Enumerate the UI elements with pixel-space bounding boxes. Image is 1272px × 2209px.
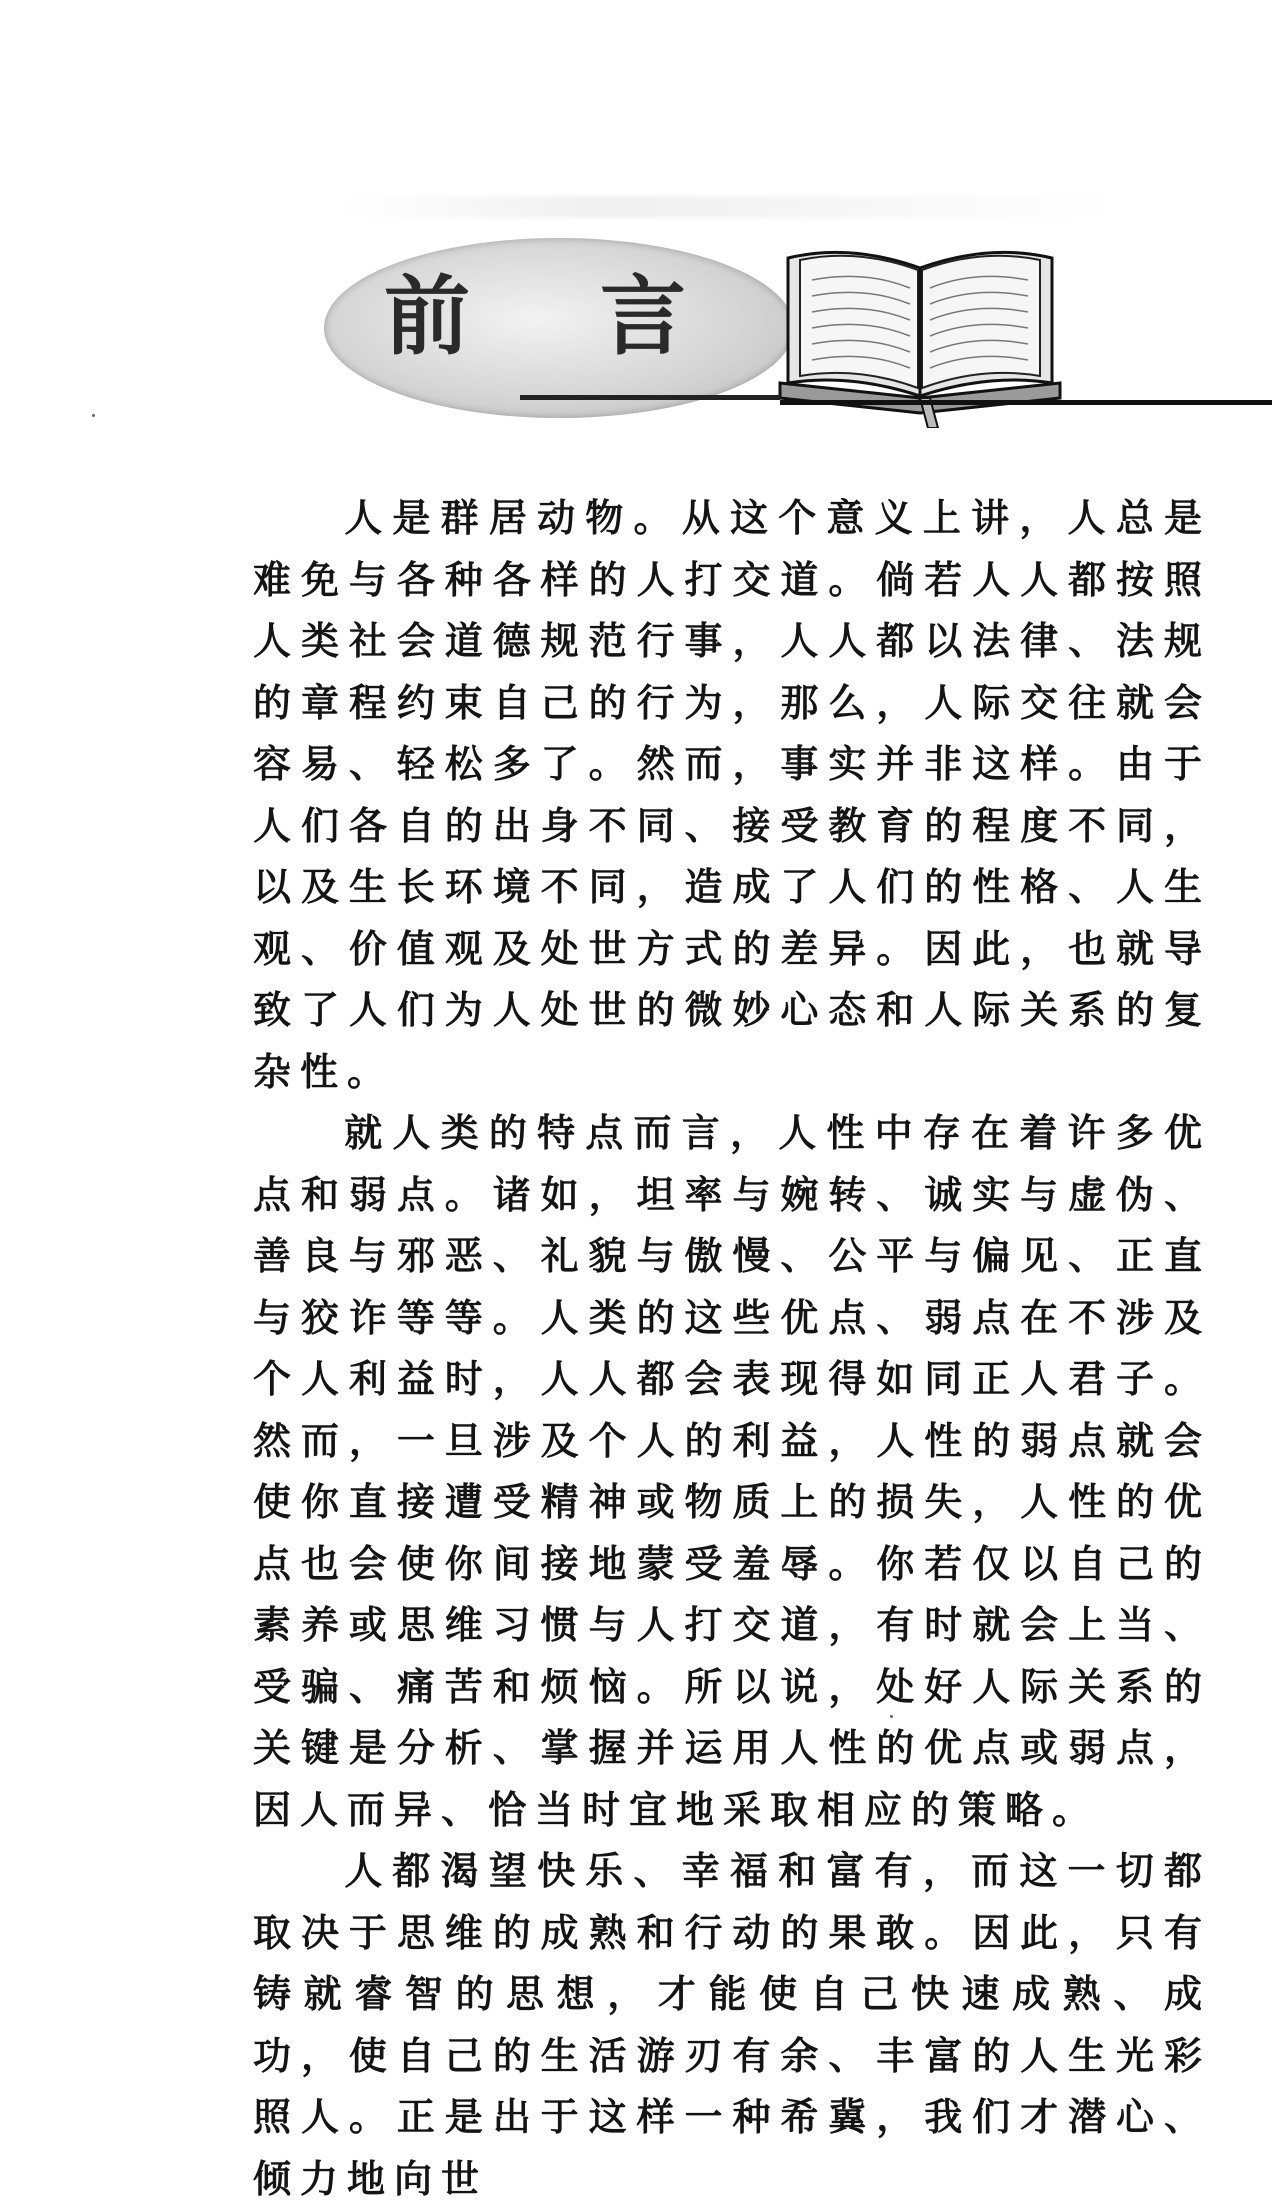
header-rule-left (520, 395, 780, 400)
paragraph-3: 人都渴望快乐、幸福和富有，而这一切都取决于思维的成熟和行动的果敢。因此，只有铸就睿智的思想，才能使自己快速成熟、成功，使自己的生活游刃有余、丰富的人生光彩照人。正是出于这样一种希冀，我们才潜心、倾力地向世 (253, 1848, 1211, 2201)
chapter-header (300, 190, 1100, 440)
scan-speck (890, 1715, 893, 1718)
preface-body (253, 487, 1211, 2209)
chapter-title: 前 言 (384, 266, 736, 367)
header-rule-right (780, 400, 1272, 405)
scan-speck (92, 414, 95, 417)
paragraph-2: 就人类的特点而言，人性中存在着许多优点和弱点。诸如，坦率与婉转、诚实与虚伪、善良与邪恶、礼貌与傲慢、公平与偏见、正直与狡诈等等。人类的这些优点、弱点在不涉及个人利益时，人人都会表现得如同正人君子。然而，一旦涉及个人的利益，人性的弱点就会使你直接遭受精神或物质上的损失，人性的优点也会使你间接地蒙受羞辱。你若仅以自己的素养或思维习惯与人打交道，有时就会上当、受骗、痛苦和烦恼。所以说，处好人际关系的关键是分析、掌握并运用人性的优点或弱点，因人而异、恰当时宜地采取相应的策略。 (253, 1110, 1211, 1832)
open-book-icon (770, 198, 1070, 428)
paragraph-1: 人是群居动物。从这个意义上讲，人总是难免与各种各样的人打交道。倘若人人都按照人类社会道德规范行事，人人都以法律、法规的章程约束自己的行为，那么，人际交往就会容易、轻松多了。然而，事实并非这样。由于人们各自的出身不同、接受教育的程度不同，以及生长环境不同，造成了人们的性格、人生观、价值观及处世方式的差异。因此，也就导致了人们为人处世的微妙心态和人际关系的复杂性。 (253, 495, 1211, 1094)
